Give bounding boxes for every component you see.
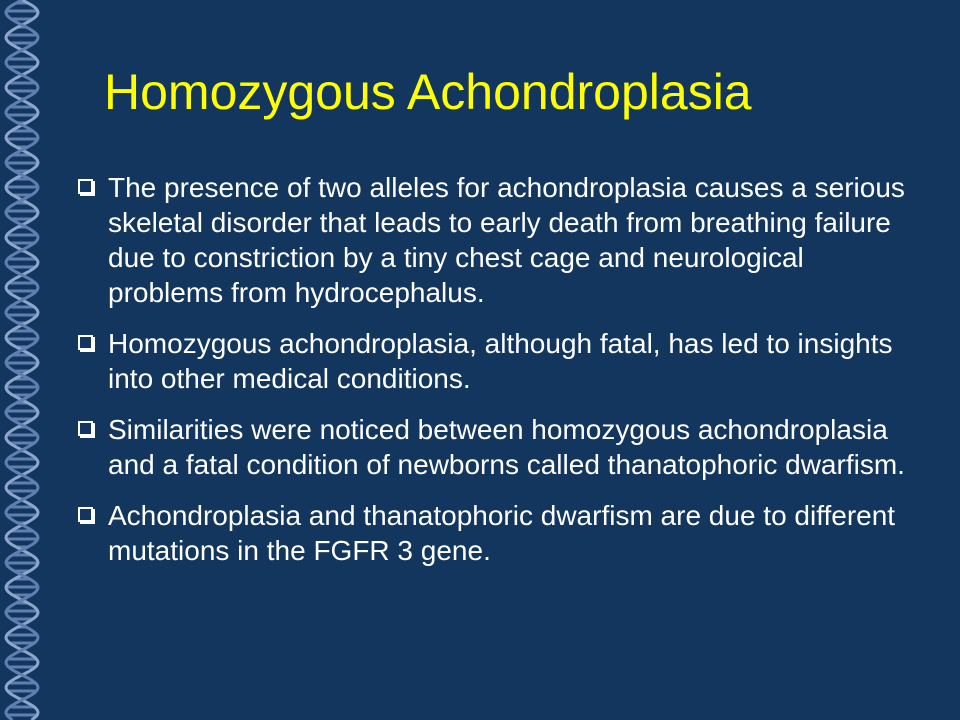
bullet-item	[78, 498, 908, 568]
bullet-text: The presence of two alleles for achondroplasia causes a serious skeletal disorder that leads to early death from breathing failure due to constriction by a tiny chest cage and neurological problems from hydrocephalus.	[108, 172, 905, 308]
bullet-text: Achondroplasia and thanatophoric dwarfism are due to different mutations in the FGFR 3 gene.	[108, 500, 896, 566]
square-bullet-icon	[78, 421, 93, 436]
bullet-list	[78, 170, 908, 584]
bullet-item	[78, 326, 908, 396]
square-bullet-icon	[78, 179, 93, 194]
dna-helix-icon	[0, 0, 52, 720]
square-bullet-icon	[78, 335, 93, 350]
bullet-item	[78, 412, 908, 482]
bullet-item	[78, 170, 908, 310]
bullet-text: Similarities were noticed between homozygous achondroplasia and a fatal condition of newborns called thanatophoric dwarfism.	[108, 414, 905, 480]
bullet-text: Homozygous achondroplasia, although fatal, has led to insights into other medical conditions.	[108, 328, 893, 394]
slide-title: Homozygous Achondroplasia	[104, 64, 752, 120]
square-bullet-icon	[78, 507, 93, 522]
